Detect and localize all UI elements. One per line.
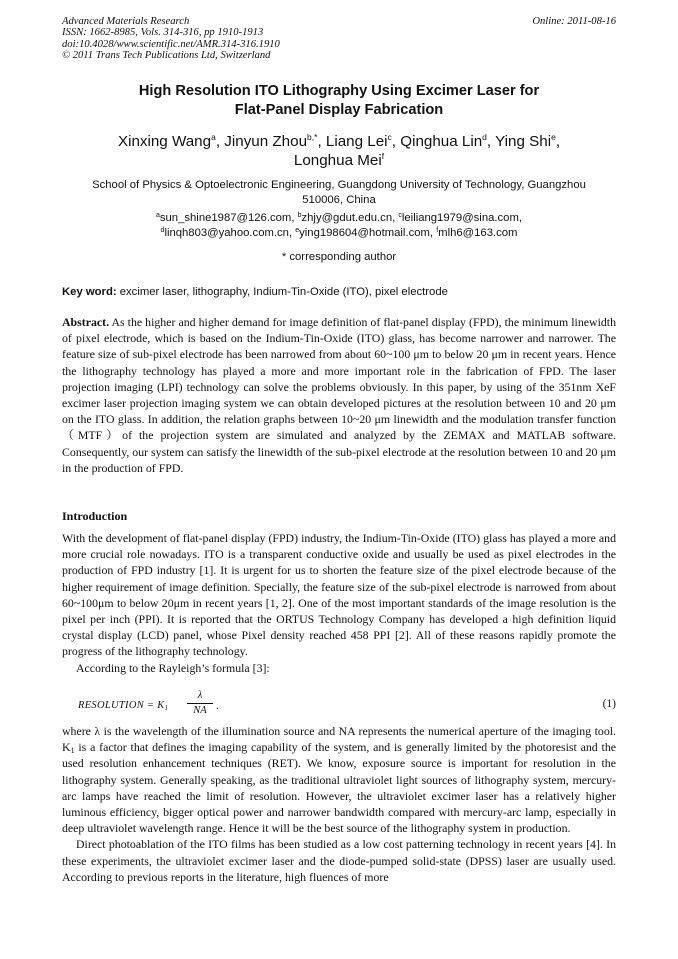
affiliation: School of Physics & Optoelectronic Engineering, Guangdong University of Technology, Guangzhou 510006, China	[92, 179, 586, 206]
body-text	[62, 723, 616, 885]
email: $^a$sun_shine1987@126.com,	[155, 212, 298, 224]
introduction-text	[62, 530, 616, 676]
author: Qinghua Lin$^d$,	[400, 132, 496, 150]
keywords	[62, 285, 616, 300]
section-heading-introduction: Introduction	[62, 509, 128, 523]
abstract-label: Abstract.	[62, 315, 110, 329]
paragraph: where λ is the wavelength of the illumination source and NA represents the numerical aperture of the imaging tool. $K_1$ is a factor that defines the imaging capability of the system, and is generally limited by the photoresist and the used resolution enhancement techniques (RET). We know, exposure source is important for resolution in the lithography system. Generally speaking, as the traditional ultraviolet light sources of lithography system, mercury-arc lamps have reached the limit of resolution. However, the ultraviolet excimer laser has a relatively higher luminous efficiency, bigger optical power and narrower bandwidth compared with mercury-arc lamp, especially in deep ultraviolet wavelength range. Hence it will be the best source of the lithography system in production.	[62, 724, 616, 836]
equation-number: (1)	[602, 698, 616, 710]
online-date: Online: 2011-08-16	[532, 16, 616, 27]
equation-lhs: RESOLUTION = $K_1$	[78, 700, 169, 712]
email: $^c$leiliang1979@sina.com,	[398, 212, 523, 224]
fraction-denominator: NA	[193, 705, 207, 716]
fraction-bar	[187, 703, 213, 704]
email: $^e$ying198604@hotmail.com,	[295, 227, 437, 239]
paragraph: According to the Rayleigh’s formula [3]:	[76, 660, 270, 675]
equation-fraction	[187, 690, 213, 717]
email: $^f$mlh6@163.com	[436, 227, 518, 239]
paragraph: Direct photoablation of the ITO films has been studied as a low cost patterning technology in recent years [4]. In these experiments, the ultraviolet excimer laser and the diode-pumped solid-state (DPSS) laser are usually used. According to previous reports in the literature, high fluences of more	[62, 837, 616, 884]
email: $^d$linqh803@yahoo.com.cn,	[160, 227, 296, 239]
abstract	[62, 314, 616, 476]
author: Jinyun Zhou$^{b,*}$,	[224, 132, 326, 150]
journal-name: Advanced Materials Research	[62, 16, 190, 27]
author: Ying Shi$^e$,	[495, 132, 561, 150]
paper-title	[62, 82, 616, 120]
author: Longhua Mei$^f$	[293, 151, 385, 169]
equation-period: .	[216, 700, 219, 712]
corresponding-author-note: * corresponding author	[281, 251, 397, 263]
abstract-text: As the higher and higher demand for image definition of flat-panel display (FPD), the minimum linewidth of pixel electrode, which is based on the Indium-Tin-Oxide (ITO) glass, has become narrower and narrower. The feature size of sub-pixel electrode has been narrowed from about 60~100 μm to below 20 μm in recent years. Hence the lithography technology has played a more and more important role in the fabrication of FPD. The laser projection imaging (LPI) technology can solve the problems obviously. In this paper, by using of the 351nm XeF excimer laser projection imaging system we can obtain developed pictures at the resolution between 10 and 20 μm on the ITO glass. In addition, the relation graphs between 10~20 μm linewidth and the modulation transfer function（MTF）of the projection system are simulated and analyzed by the ZEMAX and MATLAB software. Consequently, our system can satisfy the linewidth of the sub-pixel electrode at the resolution between 10 and 20 μm in the production of FPD.	[62, 315, 616, 475]
email: $^b$zhjy@gdut.edu.cn,	[297, 212, 399, 224]
title-line-2: Flat-Panel Display Fabrication	[234, 102, 444, 118]
author-list	[62, 132, 616, 170]
fraction-numerator: λ	[197, 690, 203, 701]
email-list	[62, 211, 616, 241]
equation-1	[78, 690, 616, 724]
copyright-line: © 2011 Trans Tech Publications Ltd, Switzerland	[62, 50, 271, 62]
paragraph: With the development of flat-panel display (FPD) industry, the Indium-Tin-Oxide (ITO) glass has played a more and more crucial role nowadays. ITO is a transparent conductive oxide and usually be used as pixel electrodes in the production of FPD industry [1]. It is urgent for us to shorten the feature size of the pixel electrode because of the higher requirement of image definition. Specially, the feature size of the sub-pixel electrode is narrowed from about 60~100μm to below 20μm in recent years [1, 2]. One of the most important standards of the image resolution is the pixel per inch (PPI). It is reported that the ORTUS Technology Company has developed a high definition liquid crystal display (LCD) panel, whose Pixel density reached 458 PPI [2]. All of these reasons rapidly promote the progress of the lithography technology.	[62, 531, 616, 659]
doi-line: doi:10.4028/www.scientific.net/AMR.314-316.1910	[62, 38, 280, 50]
keywords-text: excimer laser, lithography, Indium-Tin-Oxide (ITO), pixel electrode	[116, 286, 448, 298]
keywords-label: Key word:	[62, 286, 117, 298]
author: Xinxing Wang$^a$,	[117, 132, 225, 150]
title-line-1: High Resolution ITO Lithography Using Excimer Laser for	[138, 83, 540, 99]
issn-line: ISSN: 1662-8985, Vols. 314-316, pp 1910-1913	[62, 27, 264, 39]
journal-header	[62, 16, 616, 62]
author: Liang Lei$^c$,	[325, 132, 401, 150]
